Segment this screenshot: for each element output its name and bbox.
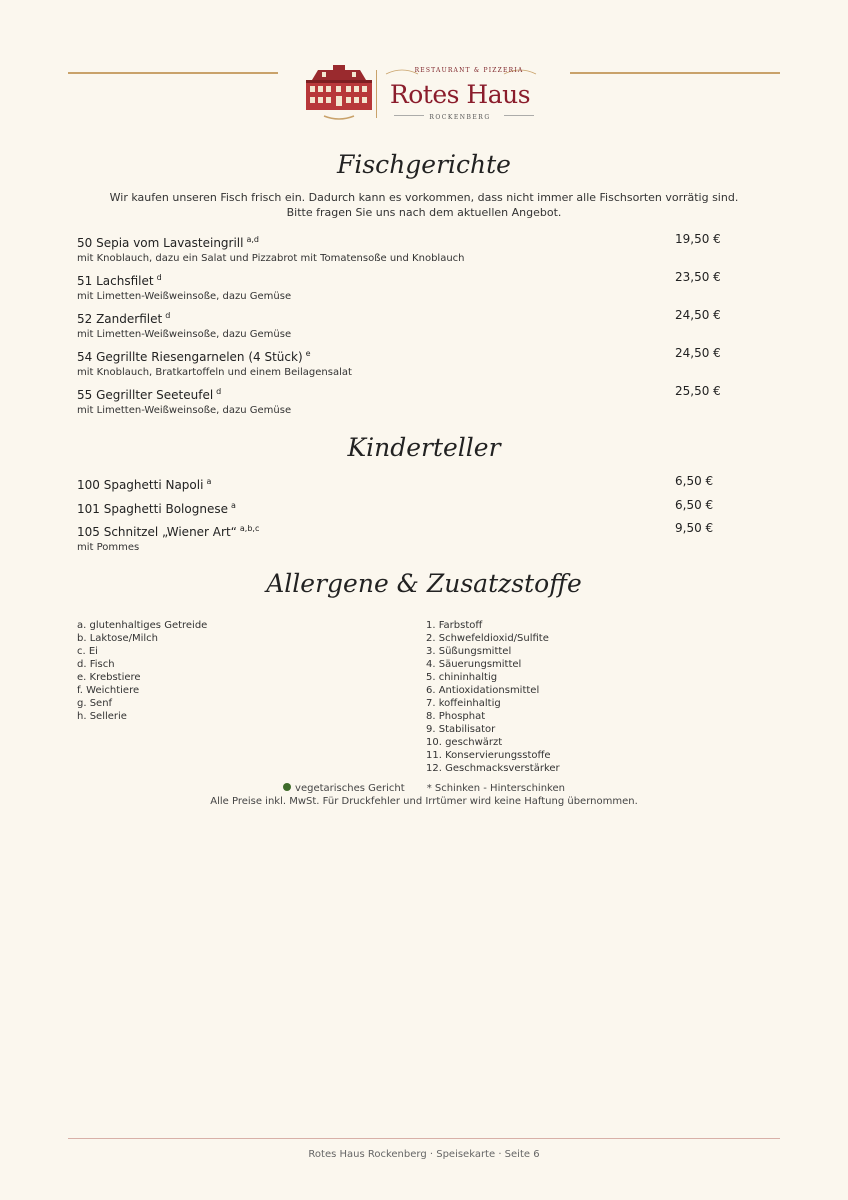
additive-item: 5. chininhaltig — [426, 672, 498, 683]
item-price: 6,50 € — [675, 474, 714, 488]
section-intro-line1: Wir kaufen unseren Fisch frisch ein. Dadurch kann es vorkommen, dass nicht immer alle Fischsorten vorrätig sind. — [109, 191, 739, 204]
allergen-item: g. Senf — [77, 698, 113, 709]
footer-rule — [68, 1138, 780, 1139]
legend-ham: * Schinken - Hinterschinken — [426, 783, 565, 794]
item-allergen-codes: d — [216, 387, 222, 396]
item-name: 51 Lachsfilet — [77, 274, 154, 288]
item-description: mit Knoblauch, dazu ein Salat und Pizzabrot mit Tomatensoße und Knoblauch — [77, 253, 465, 264]
section-intro-line2: Bitte fragen Sie uns nach dem aktuellen Angebot. — [286, 206, 562, 219]
allergen-item: b. Laktose/Milch — [77, 633, 158, 644]
additive-list — [426, 619, 560, 775]
additive-item: 7. koffeinhaltig — [426, 698, 501, 709]
item-allergen-codes: a,d — [246, 235, 260, 244]
legend-vegetarian: vegetarisches Gericht — [295, 783, 405, 794]
allergen-item: f. Weichtiere — [77, 685, 140, 696]
section-title-allergene: Allergene & Zusatzstoffe — [266, 569, 582, 598]
menu-item — [77, 270, 757, 304]
menu-item — [77, 521, 757, 555]
additive-item: 2. Schwefeldioxid/Sulfite — [426, 633, 549, 644]
brand-location: ROCKENBERG — [429, 114, 491, 121]
additive-item: 9. Stabilisator — [426, 724, 496, 735]
item-description: mit Limetten-Weißweinsoße, dazu Gemüse — [77, 405, 292, 416]
allergen-item: e. Krebstiere — [77, 672, 141, 683]
menu-item — [77, 308, 757, 342]
item-description: mit Limetten-Weißweinsoße, dazu Gemüse — [77, 329, 292, 340]
allergen-list — [77, 619, 207, 723]
item-allergen-codes: a,b,c — [239, 524, 260, 533]
menu-item — [77, 498, 757, 517]
item-name: 52 Zanderfilet — [77, 312, 163, 326]
brand-name: Rotes Haus — [389, 80, 531, 109]
additive-item: 1. Farbstoff — [426, 620, 483, 631]
page-footer: Rotes Haus Rockenberg · Speisekarte · Seite 6 — [308, 1149, 540, 1160]
additive-item: 4. Säuerungsmittel — [426, 659, 522, 670]
menu-item — [77, 232, 757, 266]
item-price: 25,50 € — [675, 384, 721, 398]
item-allergen-codes: d — [165, 311, 171, 320]
allergen-item: c. Ei — [77, 646, 98, 657]
menu-item — [77, 474, 757, 493]
item-price: 6,50 € — [675, 498, 714, 512]
item-price: 9,50 € — [675, 521, 714, 535]
allergen-item: a. glutenhaltiges Getreide — [77, 620, 208, 631]
menu-item — [77, 384, 757, 418]
item-name: 100 Spaghetti Napoli — [77, 478, 204, 492]
header-rule-right — [570, 72, 780, 74]
item-allergen-codes: a — [230, 501, 236, 510]
additive-item: 6. Antioxidationsmittel — [426, 685, 540, 696]
legend-line — [0, 782, 848, 795]
item-allergen-codes: a — [206, 477, 212, 486]
item-allergen-codes: d — [156, 273, 162, 282]
additive-item: 8. Phosphat — [426, 711, 486, 722]
item-name: 55 Gegrillter Seeteufel — [77, 388, 214, 402]
item-name: 105 Schnitzel „Wiener Art“ — [77, 525, 237, 539]
item-allergen-codes: e — [305, 349, 311, 358]
additive-item: 12. Geschmacksverstärker — [426, 763, 560, 774]
item-name: 101 Spaghetti Bolognese — [77, 502, 228, 516]
header-rule-left — [68, 72, 278, 74]
menu-item — [77, 346, 757, 380]
item-price: 19,50 € — [675, 232, 721, 246]
item-name: 54 Gegrillte Riesengarnelen (4 Stück) — [77, 350, 303, 364]
additive-item: 3. Süßungsmittel — [426, 646, 512, 657]
additive-item: 11. Konservierungsstoffe — [426, 750, 551, 761]
item-description: mit Pommes — [77, 542, 140, 553]
vegetarian-dot-icon — [283, 783, 291, 791]
item-description: mit Knoblauch, Bratkartoffeln und einem Beilagensalat — [77, 367, 352, 378]
item-name: 50 Sepia vom Lavasteingrill — [77, 236, 244, 250]
brand-tagline: RESTAURANT & PIZZERIA — [414, 67, 524, 74]
additive-item: 10. geschwärzt — [426, 737, 503, 748]
item-price: 23,50 € — [675, 270, 721, 284]
section-title-kinder: Kinderteller — [347, 433, 501, 462]
allergen-item: d. Fisch — [77, 659, 115, 670]
item-price: 24,50 € — [675, 308, 721, 322]
allergen-item: h. Sellerie — [77, 711, 127, 722]
section-title-fisch: Fischgerichte — [337, 150, 511, 179]
item-description: mit Limetten-Weißweinsoße, dazu Gemüse — [77, 291, 292, 302]
prices-note: Alle Preise inkl. MwSt. Für Druckfehler und Irrtümer wird keine Haftung übernommen. — [210, 796, 638, 807]
item-price: 24,50 € — [675, 346, 721, 360]
